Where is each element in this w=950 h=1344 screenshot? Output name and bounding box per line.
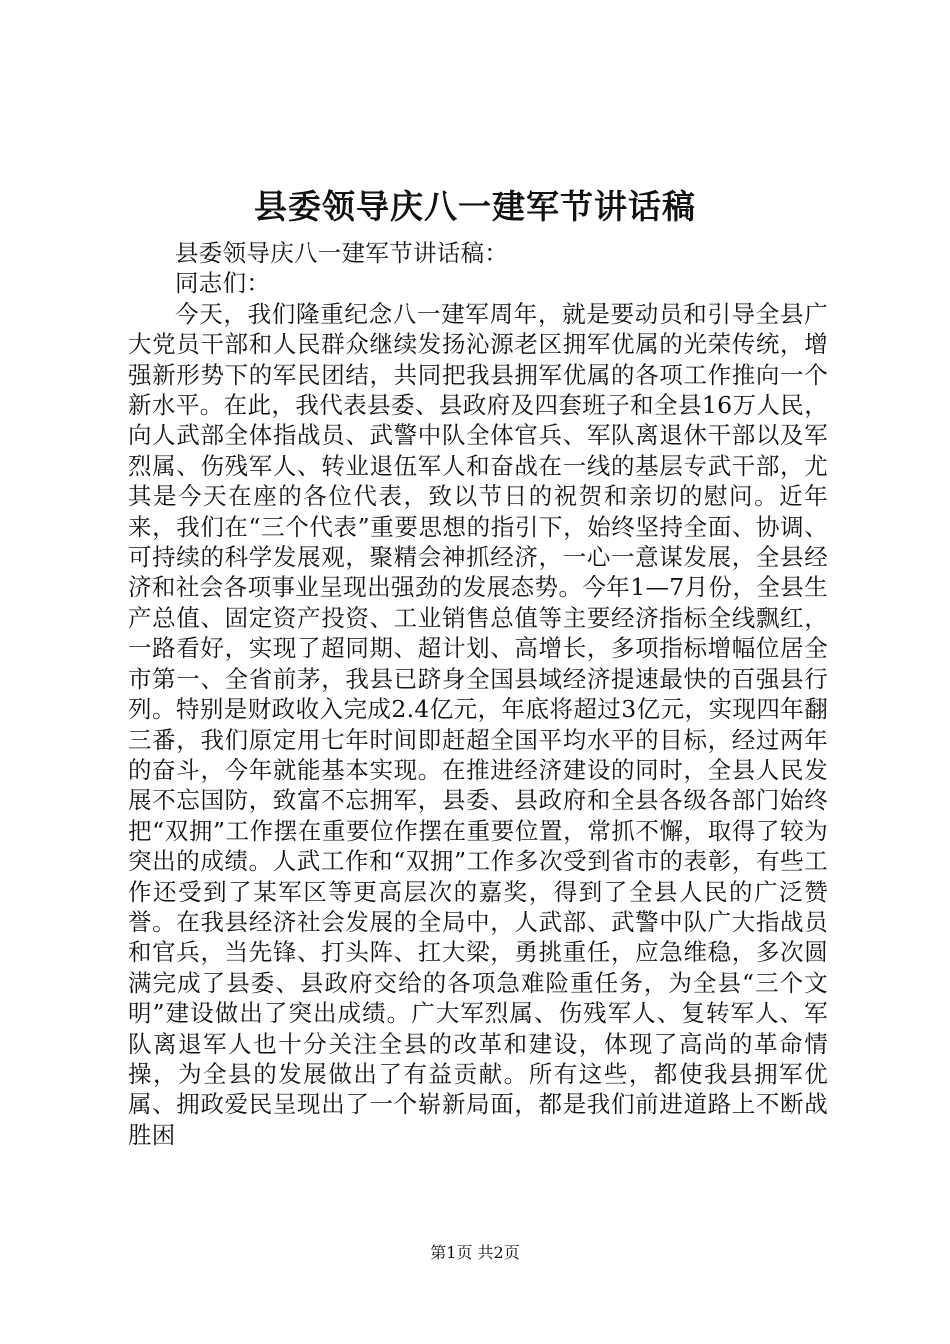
document-title: 县委领导庆八一建军节讲话稿: [254, 187, 696, 226]
intro-line: 县委领导庆八一建军节讲话稿：: [175, 239, 509, 267]
salutation: 同志们：: [175, 269, 271, 298]
document-body: [128, 238, 828, 1150]
page-footer: 第1页 共2页: [430, 1243, 520, 1262]
body-paragraph: 今天，我们隆重纪念八一建军周年，就是要动员和引导全县广大党员干部和人民群众继续发扬沁源老区拥军优属的光荣传统，增强新形势下的军民团结，共同把我县拥军优属的各项工作推向一个新水平。在此，我代表县委、县政府及四套班子和全县16万人民，向人武部全体指战员、武警中队全体官兵、军队离退休干部以及军烈属、伤残军人、转业退伍军人和奋战在一线的基层专武干部，尤其是今天在座的各位代表，致以节日的祝贺和亲切的慰问。近年来，我们在“三个代表”重要思想的指引下，始终坚持全面、协调、可持续的科学发展观，聚精会神抓经济，一心一意谋发展，全县经济和社会各项事业呈现出强劲的发展态势。今年1—7月份，全县生产总值、固定资产投资、工业销售总值等主要经济指标全线飘红，一路看好，实现了超同期、超计划、高增长，多项指标增幅位居全市第一、全省前茅，我县已跻身全国县域经济提速最快的百强县行列。特别是财政收入完成2.4亿元，年底将超过3亿元，实现四年翻三番，我们原定用七年时间即赶超全国平均水平的目标，经过两年的奋斗，今年就能基本实现。在推进经济建设的同时，全县人民发展不忘国防，致富不忘拥军，县委、县政府和全县各级各部门始终把“双拥”工作摆在重要位作摆在重要位置，常抓不懈，取得了较为突出的成绩。人武工作和“双拥”工作多次受到省市的表彰，有些工作还受到了某军区等更高层次的嘉奖，得到了全县人民的广泛赞誉。在我县经济社会发展的全局中，人武部、武警中队广大指战员和官兵，当先锋、打头阵、扛大梁，勇挑重任，应急维稳，多次圆满完成了县委、县政府交给的各项急难险重任务，为全县“三个文明”建设做出了突出成绩。广大军烈属、伤残军人、复转军人、军队离退军人也十分关注全县的改革和建设，体现了高尚的革命情操，为全县的发展做出了有益贡献。所有这些，都使我县拥军优属、拥政爱民呈现出了一个崭新局面，都是我们前进道路上不断战胜困: [128, 299, 828, 1149]
